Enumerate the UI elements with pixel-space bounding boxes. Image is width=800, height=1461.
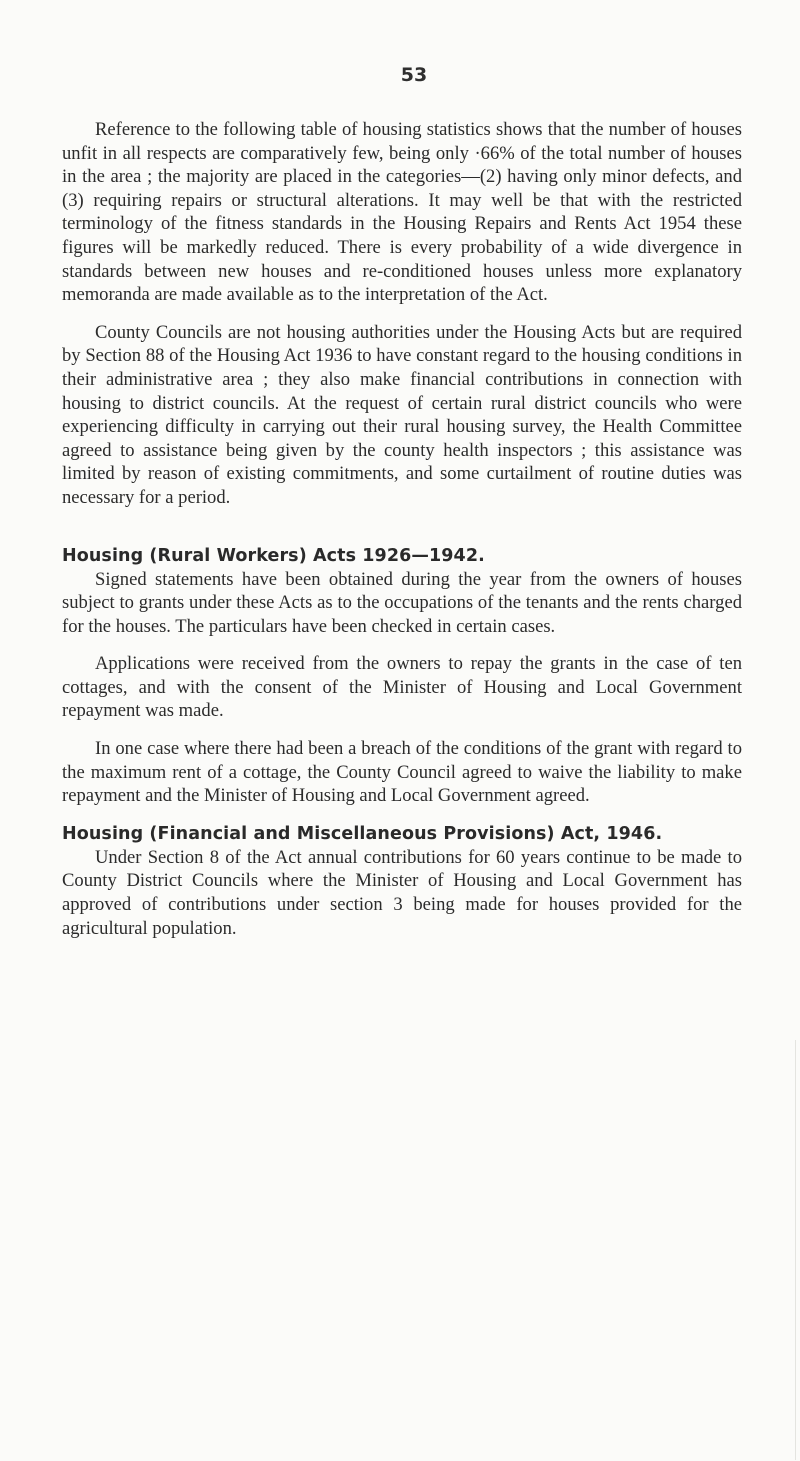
section-heading-financial: Housing (Financial and Miscellaneous Provisions) Act, 1946. <box>62 823 663 844</box>
intro-paragraph-2: County Councils are not housing authorities under the Housing Acts but are required by Section 88 of the Housing Act 1936 to have constant regard to the housing conditions in their administrative area ; they also make financial contributions in connection with housing to district councils. At the request of certain rural district councils who were experiencing difficulty in carrying out their rural housing survey, the Health Committee agreed to assistance being given by the county health inspectors ; this assistance was limited by reason of existing commitments, and some curtailment of routine duties was necessary for a period. <box>62 321 742 508</box>
rural-workers-paragraph-3: In one case where there had been a breach of the conditions of the grant with regard to the maximum rent of a cottage, the County Council agreed to waive the liability to make repayment and the Minister of Housing and Local Government agreed. <box>62 738 742 807</box>
page-number: 53 <box>400 64 428 86</box>
intro-paragraph-1: Reference to the following table of housing statistics shows that the number of houses unfit in all respects are comparatively few, being only ·66% of the total number of houses in the area ; the majority are placed in the categories—(2) having only minor defects, and (3) requiring repairs or structural alterations. It may well be that with the restricted terminology of the fitness standards in the Housing Repairs and Rents Act 1954 these figures will be markedly reduced. There is every probability of a wide divergence in standards between new houses and re-conditioned houses unless more explanatory memoranda are made available as to the interpretation of the Act. <box>62 119 742 306</box>
body-text <box>62 118 742 940</box>
page-edge-line <box>795 1040 796 1460</box>
section-heading-rural-workers: Housing (Rural Workers) Acts 1926—1942. <box>62 545 485 566</box>
financial-paragraph-1: Under Section 8 of the Act annual contributions for 60 years continue to be made to County District Councils where the Minister of Housing and Local Government has approved of contributions under section 3 being made for houses provided for the agricultural population. <box>62 846 742 939</box>
rural-workers-paragraph-1: Signed statements have been obtained during the year from the owners of houses subject to grants under these Acts as to the occupations of the tenants and the rents charged for the houses. The particulars have been checked in certain cases. <box>62 568 742 637</box>
rural-workers-paragraph-2: Applications were received from the owners to repay the grants in the case of ten cottages, and with the consent of the Minister of Housing and Local Government repayment was made. <box>62 653 742 722</box>
